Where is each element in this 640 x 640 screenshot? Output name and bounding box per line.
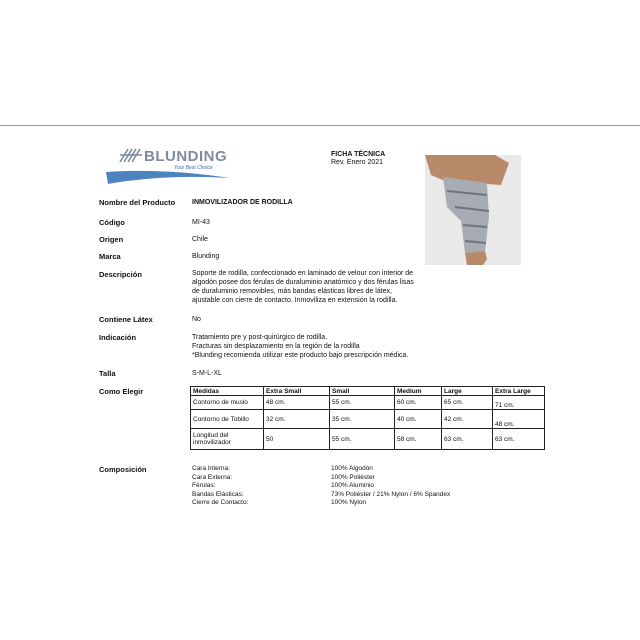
value-marca: Blunding xyxy=(192,253,220,260)
size-table-header xyxy=(191,387,545,396)
table-cell: 63 cm. xyxy=(493,429,545,450)
indicacion-line: Fracturas sin desplazamiento en la región de la rodilla xyxy=(192,343,360,350)
table-cell: Contorno de Tobillo xyxy=(191,410,264,429)
product-photo xyxy=(425,155,521,265)
value-codigo: MI-43 xyxy=(192,219,210,226)
label-origen: Origen xyxy=(99,235,124,244)
composition-materials xyxy=(331,465,450,508)
value-nombre-producto: INMOVILIZADOR DE RODILLA xyxy=(192,199,293,206)
indicacion-line: *Blunding recomienda utilizar este producto bajo prescripción médica. xyxy=(192,352,409,359)
document-title: FICHA TÉCNICA xyxy=(331,151,386,158)
table-cell: 40 cm. xyxy=(395,410,442,429)
document-revision: Rev. Enero 2021 xyxy=(331,159,384,166)
size-table xyxy=(190,386,545,450)
composition-material: 73% Poliéster / 21% Nylon / 6% Spandex xyxy=(331,490,451,498)
label-composicion: Composición xyxy=(99,465,147,474)
table-cell: 65 cm. xyxy=(442,396,493,410)
table-cell: 48 cm. xyxy=(264,396,330,410)
composition-material: 100% Aluminio xyxy=(331,482,374,490)
table-cell: 58 cm. xyxy=(395,429,442,450)
label-codigo: Código xyxy=(99,218,125,227)
label-contiene-latex: Contiene Látex xyxy=(99,315,153,324)
composition-material: 100% Poliéster xyxy=(331,473,375,481)
table-cell: 55 cm. xyxy=(330,396,395,410)
composition-parts xyxy=(192,465,248,508)
table-row xyxy=(191,410,545,429)
composition-material: 100% Algodón xyxy=(331,465,373,472)
header-cell: Small xyxy=(330,387,395,396)
label-descripcion: Descripción xyxy=(99,270,142,279)
table-row xyxy=(191,429,545,450)
table-cell: Longitud del inmovilizador xyxy=(191,429,264,450)
composition-part: Cara Externa: xyxy=(192,473,233,481)
composition-part: Cara Interna: xyxy=(192,465,230,472)
composition-part: Bandas Elásticas: xyxy=(192,490,244,498)
composition-part: Cierre de Contacto: xyxy=(192,499,249,507)
table-cell: Contorno de muslo xyxy=(191,396,264,410)
label-como-elegir: Como Elegir xyxy=(99,387,144,396)
value-contiene-latex: No xyxy=(192,316,201,323)
label-marca: Marca xyxy=(99,252,121,261)
descripcion-line: ajustable con cierre de contacto. Inmoviliza en extensión la rodilla. xyxy=(192,297,398,304)
table-cell: 71 cm. xyxy=(493,396,545,410)
table-cell: 60 cm. xyxy=(395,396,442,410)
logo-swoosh-icon xyxy=(104,166,232,188)
table-cell: 48 cm. xyxy=(493,410,545,429)
header-cell: Medidas xyxy=(191,387,264,396)
value-descripcion xyxy=(192,269,414,305)
table-cell: 35 cm. xyxy=(330,410,395,429)
table-row xyxy=(191,396,545,410)
table-cell: 63 cm. xyxy=(442,429,493,450)
header-cell: Extra Small xyxy=(264,387,330,396)
value-origen: Chile xyxy=(192,236,208,243)
document-header xyxy=(331,151,385,167)
logo-brand-text: BLUNDING xyxy=(144,148,228,165)
table-cell: 50 xyxy=(264,429,330,450)
table-cell: 32 cm. xyxy=(264,410,330,429)
composition-part: Férulas: xyxy=(192,482,216,490)
header-cell: Large xyxy=(442,387,493,396)
label-nombre-producto: Nombre del Producto xyxy=(99,198,176,207)
value-talla: S-M-L-XL xyxy=(192,370,222,377)
header-cell: Extra Large xyxy=(493,387,545,396)
table-cell: 55 cm. xyxy=(330,429,395,450)
top-divider xyxy=(0,125,640,126)
composition-material: 100% Nylon xyxy=(331,499,367,507)
label-talla: Talla xyxy=(99,369,116,378)
indicacion-line: Tratamiento pre y post-quirúrgico de rodilla. xyxy=(192,334,328,341)
descripcion-line: Soporte de rodilla, confeccionado en laminado de velour con interior de xyxy=(192,270,414,277)
label-indicacion: Indicación xyxy=(99,333,137,342)
descripcion-line: de duraluminio removibles, más bandas elásticas libres de látex, xyxy=(192,288,392,295)
descripcion-line: algodón posee dos férulas de duraluminio anatómico y dos férulas lisas xyxy=(192,279,414,286)
brand-mark-icon xyxy=(118,146,144,164)
logo-tagline: Your Best Choice xyxy=(174,165,213,171)
table-cell: 42 cm. xyxy=(442,410,493,429)
blunding-logo xyxy=(104,146,234,190)
value-indicacion xyxy=(192,333,408,360)
header-cell: Medium xyxy=(395,387,442,396)
